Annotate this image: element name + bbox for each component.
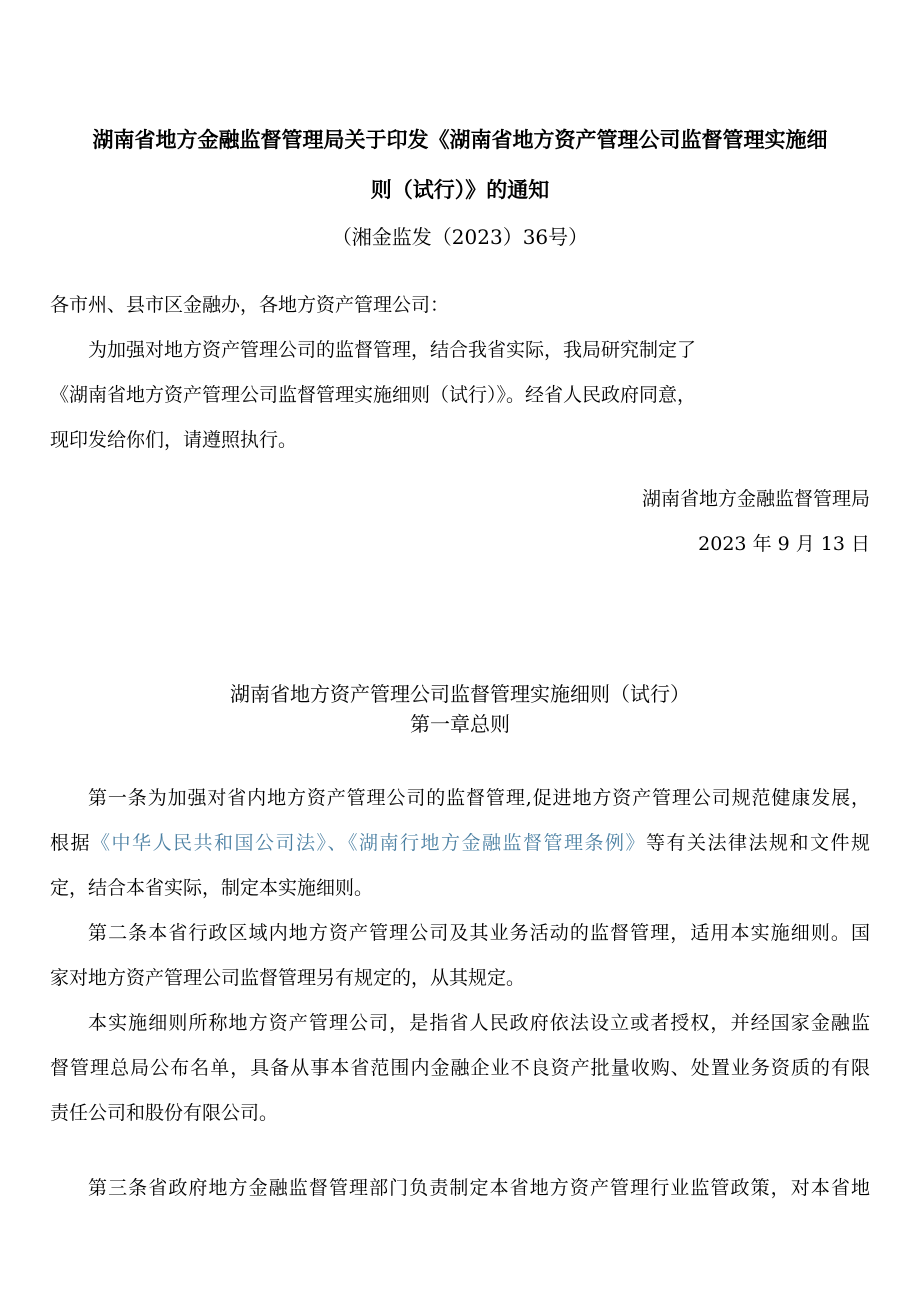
notice-title-line1: 湖南省地方金融监督管理局关于印发《湖南省地方资产管理公司监督管理实施细	[92, 127, 828, 152]
article1-line-3: 定，结合本省实际，制定本实施细则。	[50, 877, 374, 899]
article2-line-1: 第二条本省行政区域内地方资产管理公司及其业务活动的监督管理，适用本实施细则。国	[88, 922, 870, 944]
article2-para2-line-2: 督管理总局公布名单，具备从事本省范围内金融企业不良资产批量收购、处置业务资质的有限	[50, 1057, 870, 1079]
notice-title-line2: 则（试行）》的通知	[370, 177, 550, 202]
article2-para2-line-1: 本实施细则所称地方资产管理公司，是指省人民政府依法设立或者授权，并经国家金融监	[88, 1012, 870, 1034]
article1-line-2	[50, 821, 870, 866]
recipients-line: 各市州、县市区金融办，各地方资产管理公司：	[50, 294, 450, 316]
article2-line-2: 家对地方资产管理公司监督管理另有规定的，从其规定。	[50, 967, 526, 989]
link-hunan-finance-regulation[interactable]: 《湖南行地方金融监督管理条例》	[347, 832, 646, 854]
signature-agency: 湖南省地方金融监督管理局	[641, 488, 870, 510]
article3-line-1: 第三条省政府地方金融监督管理部门负责制定本省地方资产管理行业监管政策，对本省地	[88, 1177, 870, 1199]
notice-title	[50, 115, 870, 215]
link-separator: 、	[327, 832, 348, 854]
link-company-law[interactable]: 《中华人民共和国公司法》	[91, 832, 328, 854]
notice-body-line-3: 现印发给你们，请遵照执行。	[50, 429, 298, 451]
notice-body-line-1: 为加强对地方资产管理公司的监督管理，结合我省实际，我局研究制定了	[88, 339, 697, 361]
signature-date: 2023 年 9 月 13 日	[698, 533, 870, 555]
regulation-title: 湖南省地方资产管理公司监督管理实施细则（试行）	[230, 682, 690, 706]
chapter-heading: 第一章总则	[410, 712, 510, 736]
notice-body-line-2: 《湖南省地方资产管理公司监督管理实施细则（试行）》。经省人民政府同意，	[50, 384, 697, 406]
doc-number: （湘金监发（2023）36号）	[331, 225, 589, 249]
article1-line2-suffix: 等有关法律法规和文件规	[645, 832, 870, 854]
article1-line2-prefix: 根据	[50, 832, 91, 854]
article1-line-1: 第一条为加强对省内地方资产管理公司的监督管理,促进地方资产管理公司规范健康发展，	[88, 787, 870, 809]
article2-para2-line-3: 责任公司和股份有限公司。	[50, 1102, 279, 1124]
